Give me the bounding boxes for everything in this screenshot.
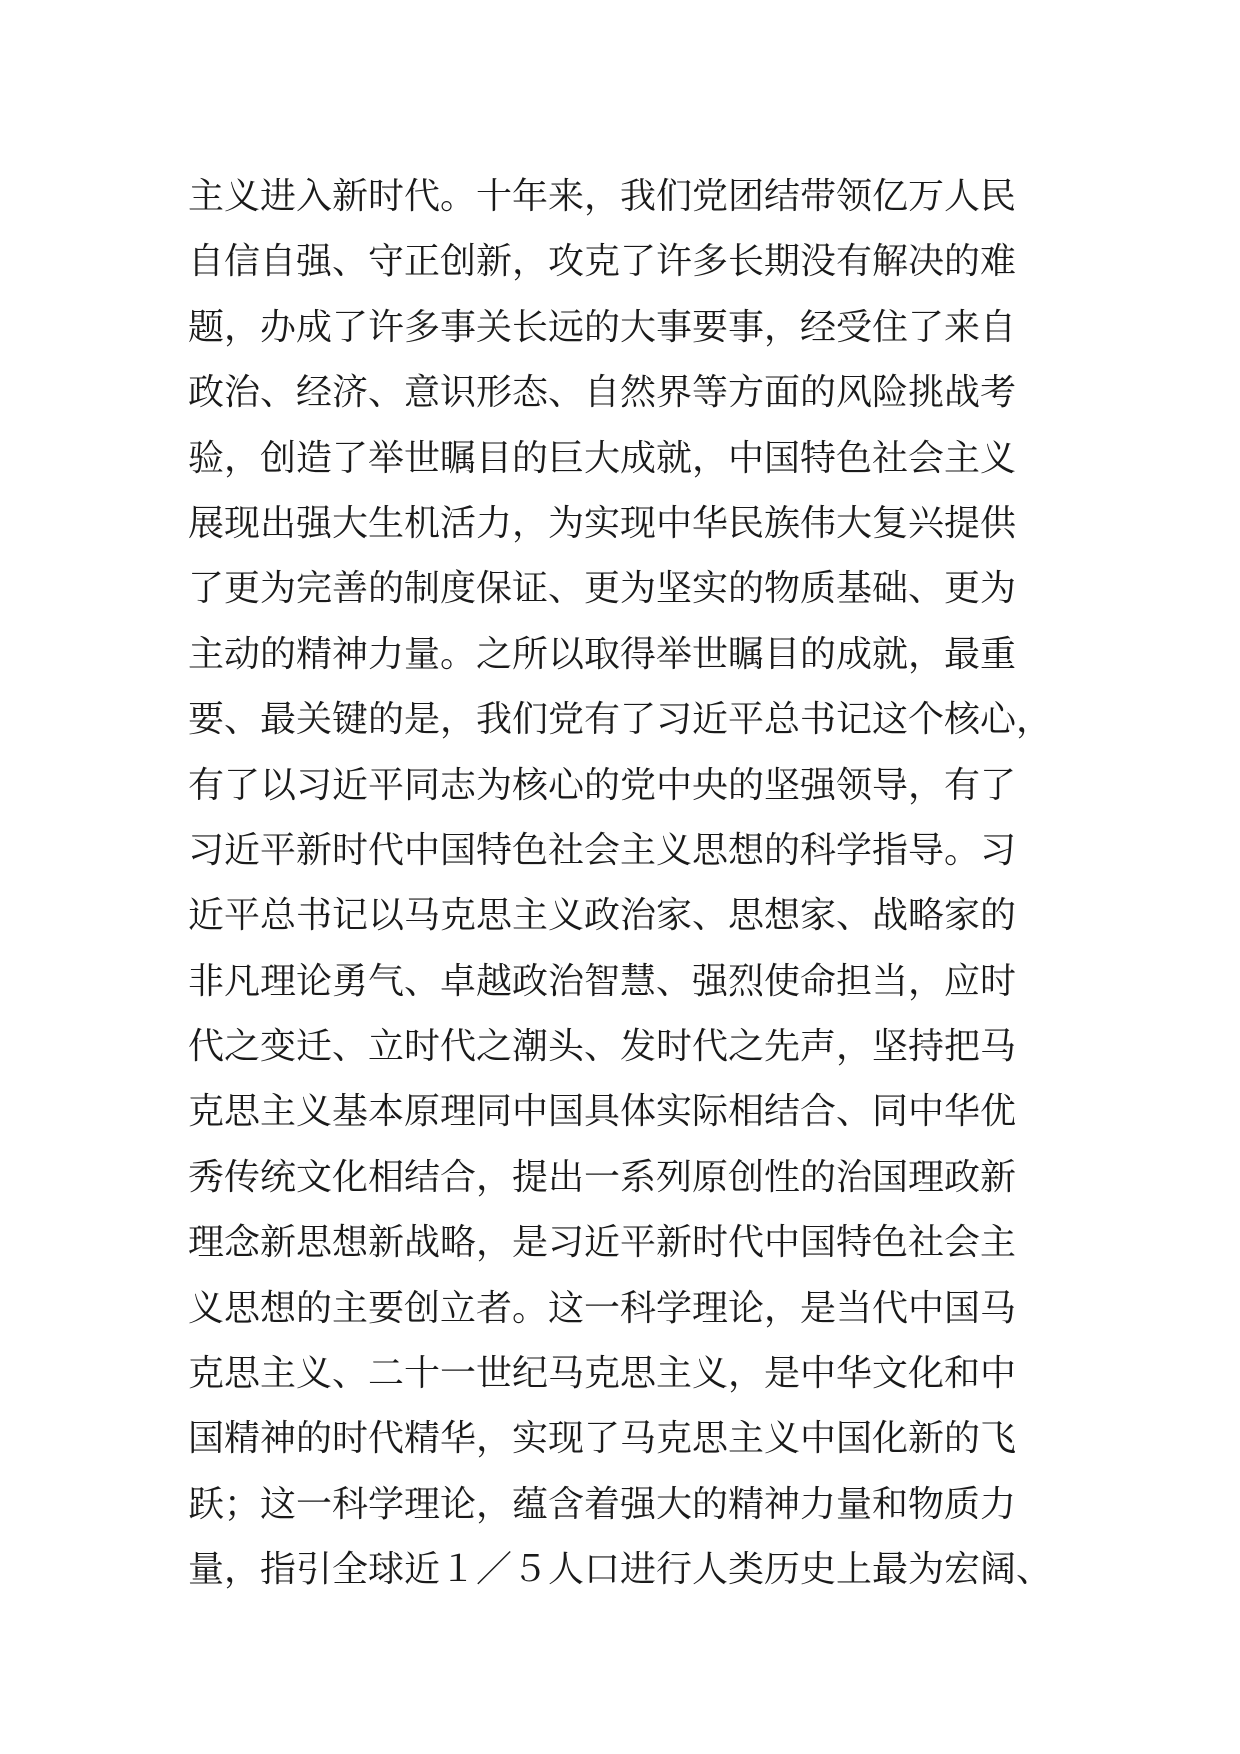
- text-line: 主动的精神力量。之所以取得举世瞩目的成就，最重: [188, 633, 1017, 675]
- text-line: 克思主义、二十一世纪马克思主义，是中华文化和中: [188, 1353, 1017, 1395]
- text-line: 自信自强、守正创新，攻克了许多长期没有解决的难: [188, 241, 1017, 283]
- text-line: 理念新思想新战略，是习近平新时代中国特色社会主: [188, 1222, 1017, 1264]
- text-line: 秀传统文化相结合，提出一系列原创性的治国理政新: [188, 1156, 1017, 1198]
- text-line: 要、最关键的是，我们党有了习近平总书记这个核心，: [188, 699, 1053, 741]
- text-line: 验，创造了举世瞩目的巨大成就，中国特色社会主义: [188, 437, 1017, 479]
- text-line: 有了以习近平同志为核心的党中央的坚强领导，有了: [188, 764, 1017, 806]
- text-line: 量，指引全球近１／５人口进行人类历史上最为宏阔、: [188, 1549, 1053, 1591]
- text-line: 义思想的主要创立者。这一科学理论，是当代中国马: [188, 1287, 1017, 1329]
- text-line: 跃；这一科学理论，蕴含着强大的精神力量和物质力: [188, 1483, 1017, 1525]
- text-line: 展现出强大生机活力，为实现中华民族伟大复兴提供: [188, 502, 1017, 544]
- text-line: 非凡理论勇气、卓越政治智慧、强烈使命担当，应时: [188, 960, 1017, 1002]
- text-line: 主义进入新时代。十年来，我们党团结带领亿万人民: [188, 176, 1017, 217]
- text-line: 近平总书记以马克思主义政治家、思想家、战略家的: [188, 895, 1017, 937]
- text-line: 政治、经济、意识形态、自然界等方面的风险挑战考: [188, 372, 1017, 414]
- text-line: 国精神的时代精华，实现了马克思主义中国化新的飞: [188, 1418, 1017, 1460]
- text-line: 了更为完善的制度保证、更为坚实的物质基础、更为: [188, 568, 1017, 610]
- text-line: 题，办成了许多事关长远的大事要事，经受住了来自: [188, 306, 1017, 348]
- text-line: 代之变迁、立时代之潮头、发时代之先声，坚持把马: [188, 1026, 1017, 1068]
- text-line: 习近平新时代中国特色社会主义思想的科学指导。习: [188, 829, 1017, 871]
- text-line: 克思主义基本原理同中国具体实际相结合、同中华优: [188, 1091, 1017, 1133]
- body-paragraph: [188, 164, 1088, 1603]
